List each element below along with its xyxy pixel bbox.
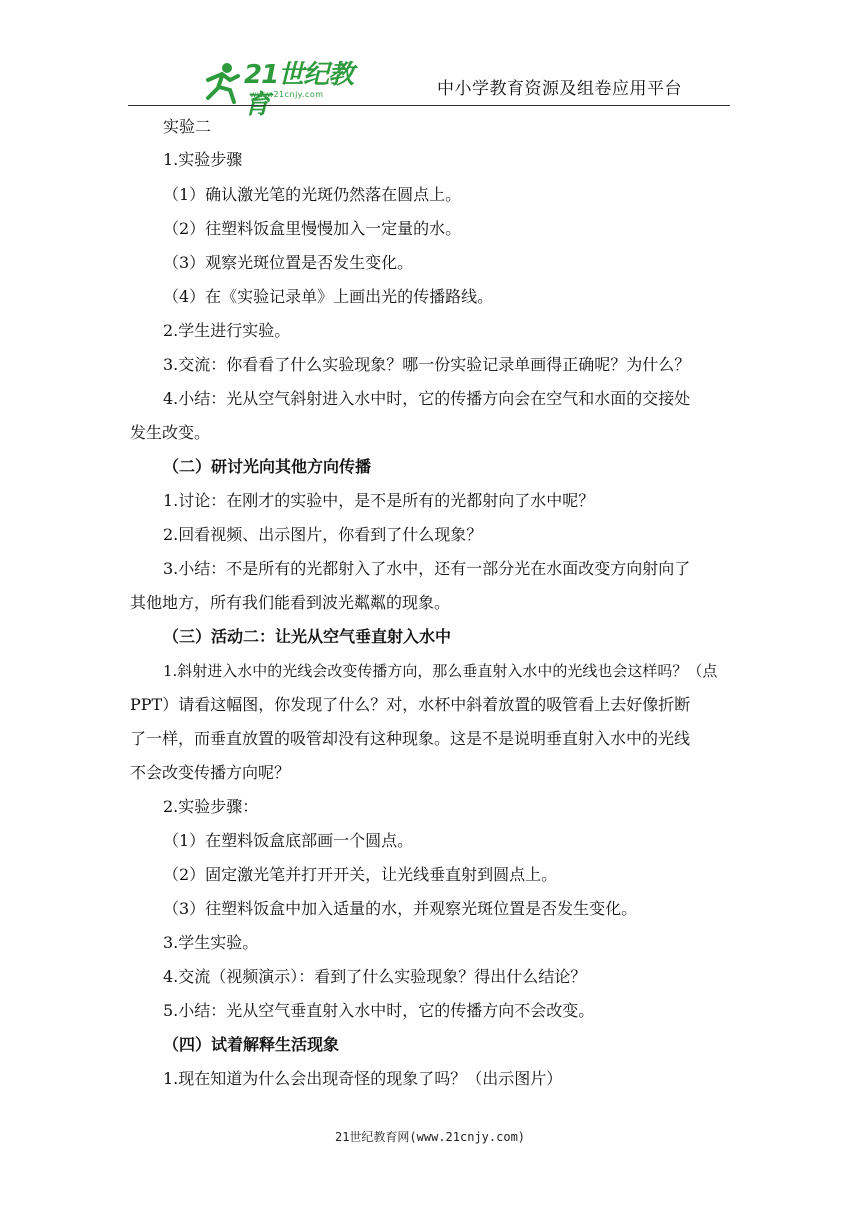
text-line: （3）往塑料饭盒中加入适量的水，并观察光斑位置是否发生变化。 — [163, 899, 638, 918]
text-line: 其他地方，所有我们能看到波光粼粼的现象。 — [130, 593, 451, 612]
text-line: 1.斜射进入水中的光线会改变传播方向，那么垂直射入水中的光线也会这样吗？（点 — [163, 662, 718, 680]
text-line: 2.实验步骤： — [163, 797, 259, 816]
text-line: 实验二 — [163, 117, 212, 136]
text-line: 3.交流：你看看了什么实验现象？哪一份实验记录单画得正确呢？为什么？ — [163, 355, 691, 374]
text-line: 4.交流（视频演示）：看到了什么实验现象？得出什么结论？ — [163, 967, 587, 986]
text-line: 4.小结：光从空气斜射进入水中时，它的传播方向会在空气和水面的交接处 — [163, 389, 691, 408]
section-heading: （二）研讨光向其他方向传播 — [163, 457, 372, 476]
text-line: 发生改变。 — [130, 423, 211, 442]
logo-url: www.21cnjy.com — [250, 90, 324, 99]
text-line: PPT）请看这幅图，你发现了什么？对，水杯中斜着放置的吸管看上去好像折断 — [130, 695, 691, 714]
logo — [200, 60, 370, 120]
header-divider — [128, 105, 730, 106]
section-heading: （三）活动二：让光从空气垂直射入水中 — [163, 627, 452, 646]
text-line: （1）在塑料饭盒底部画一个圆点。 — [163, 831, 414, 850]
text-line: 2.学生进行实验。 — [163, 321, 291, 340]
text-line: 不会改变传播方向呢？ — [130, 763, 291, 782]
text-line: 1.现在知道为什么会出现奇怪的现象了吗？（出示图片） — [163, 1069, 563, 1088]
text-line: 5.小结：光从空气垂直射入水中时，它的传播方向不会改变。 — [163, 1001, 595, 1020]
text-line: （4）在《实验记录单》上画出光的传播路线。 — [163, 287, 494, 306]
text-line: 1.讨论：在刚才的实验中，是不是所有的光都射向了水中呢？ — [163, 491, 595, 510]
page-header — [0, 0, 860, 120]
text-line: 了一样，而垂直放置的吸管却没有这种现象。这是不是说明垂直射入水中的光线 — [130, 729, 691, 748]
text-line: （1）确认激光笔的光斑仍然落在圆点上。 — [163, 185, 462, 204]
text-line: 2.回看视频、出示图片，你看到了什么现象？ — [163, 525, 483, 544]
platform-name: 中小学教育资源及组卷应用平台 — [437, 79, 682, 99]
text-line: （3）观察光斑位置是否发生变化。 — [163, 253, 414, 272]
text-line: 3.学生实验。 — [163, 933, 259, 952]
logo-text: 21世纪教育 — [244, 60, 354, 120]
section-heading: （四）试着解释生活现象 — [163, 1035, 340, 1054]
text-line: （2）往塑料饭盒里慢慢加入一定量的水。 — [163, 219, 462, 238]
text-line: 1.实验步骤 — [163, 150, 243, 169]
running-figure-icon — [200, 60, 244, 104]
text-line: 3.小结：不是所有的光都射入了水中，还有一部分光在水面改变方向射向了 — [163, 559, 691, 578]
text-line: （2）固定激光笔并打开开关，让光线垂直射到圆点上。 — [163, 865, 558, 884]
page-footer: 21世纪教育网(www.21cnjy.com) — [334, 1130, 526, 1144]
